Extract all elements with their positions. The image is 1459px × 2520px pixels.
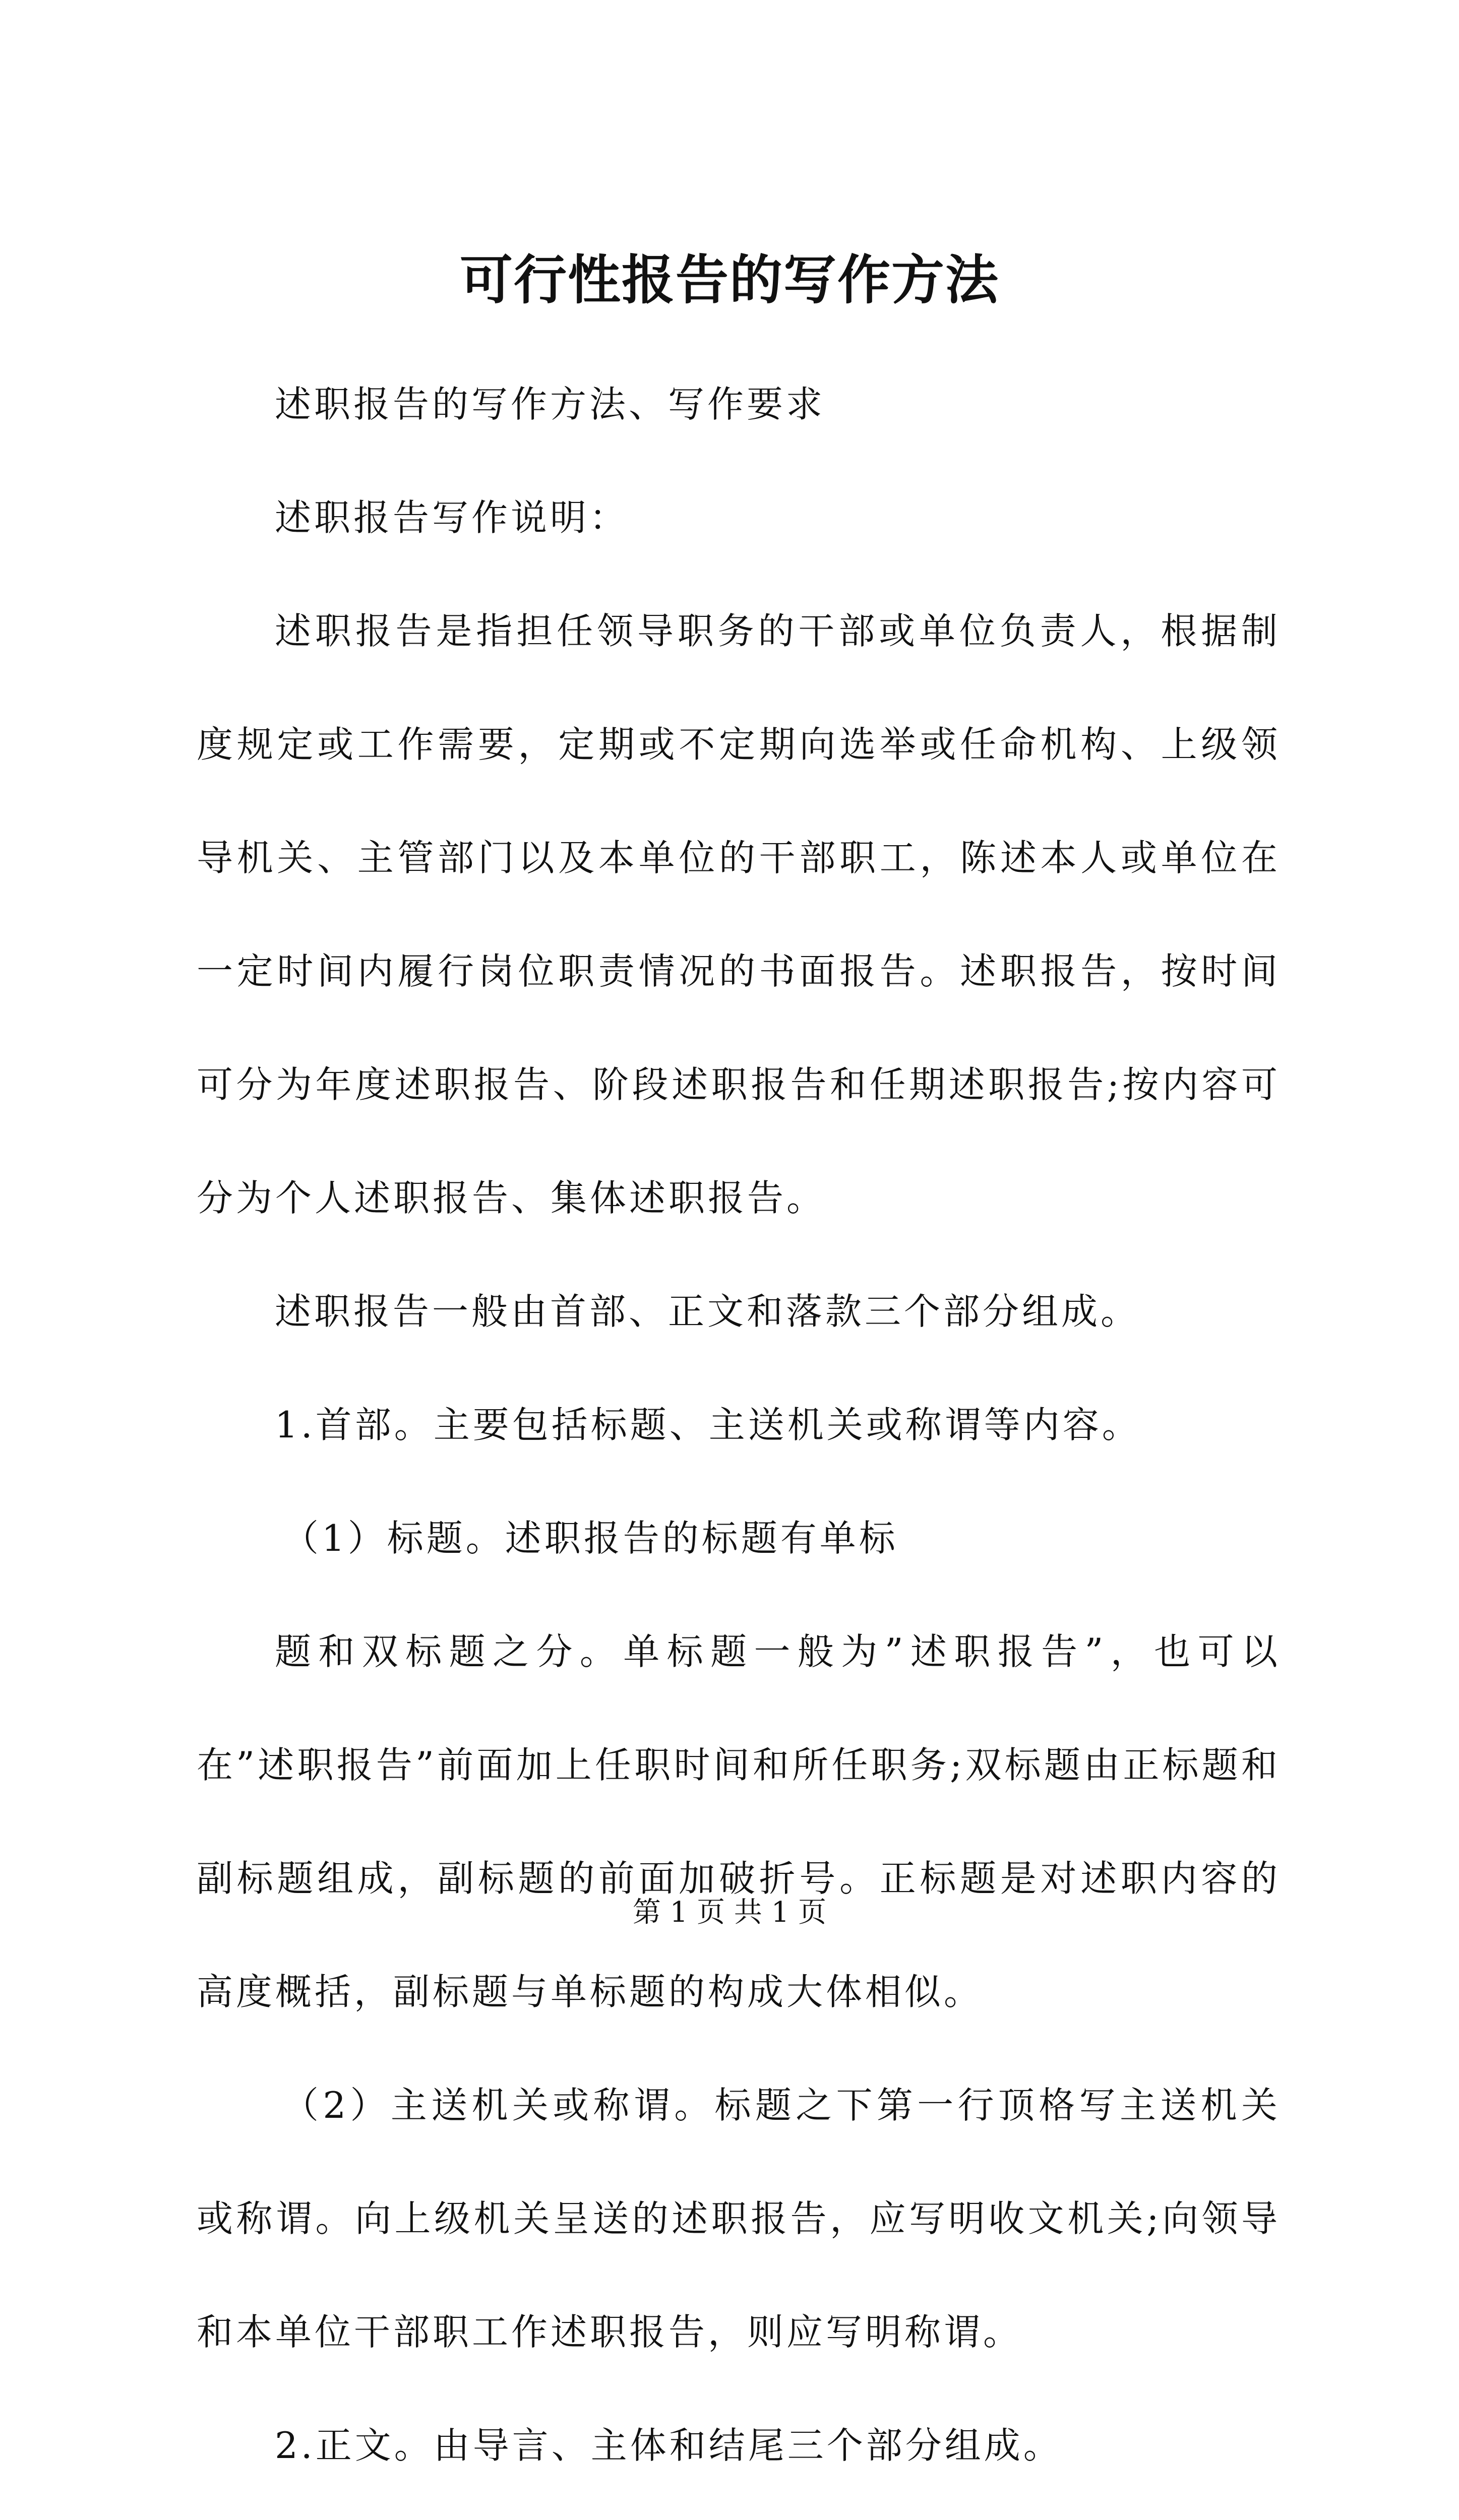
paragraph-4: 述职报告一般由首部、正文和落款三个部分组成。	[275, 1290, 1140, 1333]
paragraph-8: （2）主送机关或称谓。标题之下第一行顶格写主送机关或称谓。向上级机关呈送的述职报告，应写明收文机关;向领导和本单位干部职工作述职报告，则应写明称谓。	[197, 2084, 1281, 2353]
paragraph-3: 述职报告是指担任领导职务的干部或单位负责人，根据制度规定或工作需要，定期或不定期向选举或任命机构、上级领导机关、主管部门以及本单位的干部职工，陈述本人或单位在一定时间内履行岗位职责情况的书面报告。述职报告，按时间可分为年度述职报告、阶段述职报告和任期述职报告;按内容可分为个人述职报告、集体述职报告。	[197, 610, 1281, 1219]
document-title: 可行性报告的写作方法	[459, 248, 999, 311]
paragraph-5: 1.首部。主要包括标题、主送机关或称谓等内容。	[275, 1404, 1141, 1446]
page-footer: 第 1 页 共 1 页	[632, 1896, 827, 1929]
paragraph-7: 题和双标题之分。单标题一般为”述职报告”，也可以在”述职报告”前面加上任职时间和所任职务;双标题由正标题和副标题组成，副标题的前面加破折号。正标题是对述职内容的高度概括，副标题与单标题的构成大体相似。	[197, 1630, 1281, 2013]
paragraph-1: 述职报告的写作方法、写作要求	[275, 383, 826, 425]
paragraph-2: 述职报告写作说明：	[275, 496, 629, 539]
paragraph-10	[197, 2502, 1281, 2520]
document-body	[197, 348, 1281, 2520]
paragraph-6: （1）标题。述职报告的标题有单标	[282, 1517, 898, 1559]
paragraph-9: 2.正文。由导言、主体和结尾三个部分组成。	[275, 2424, 1063, 2467]
